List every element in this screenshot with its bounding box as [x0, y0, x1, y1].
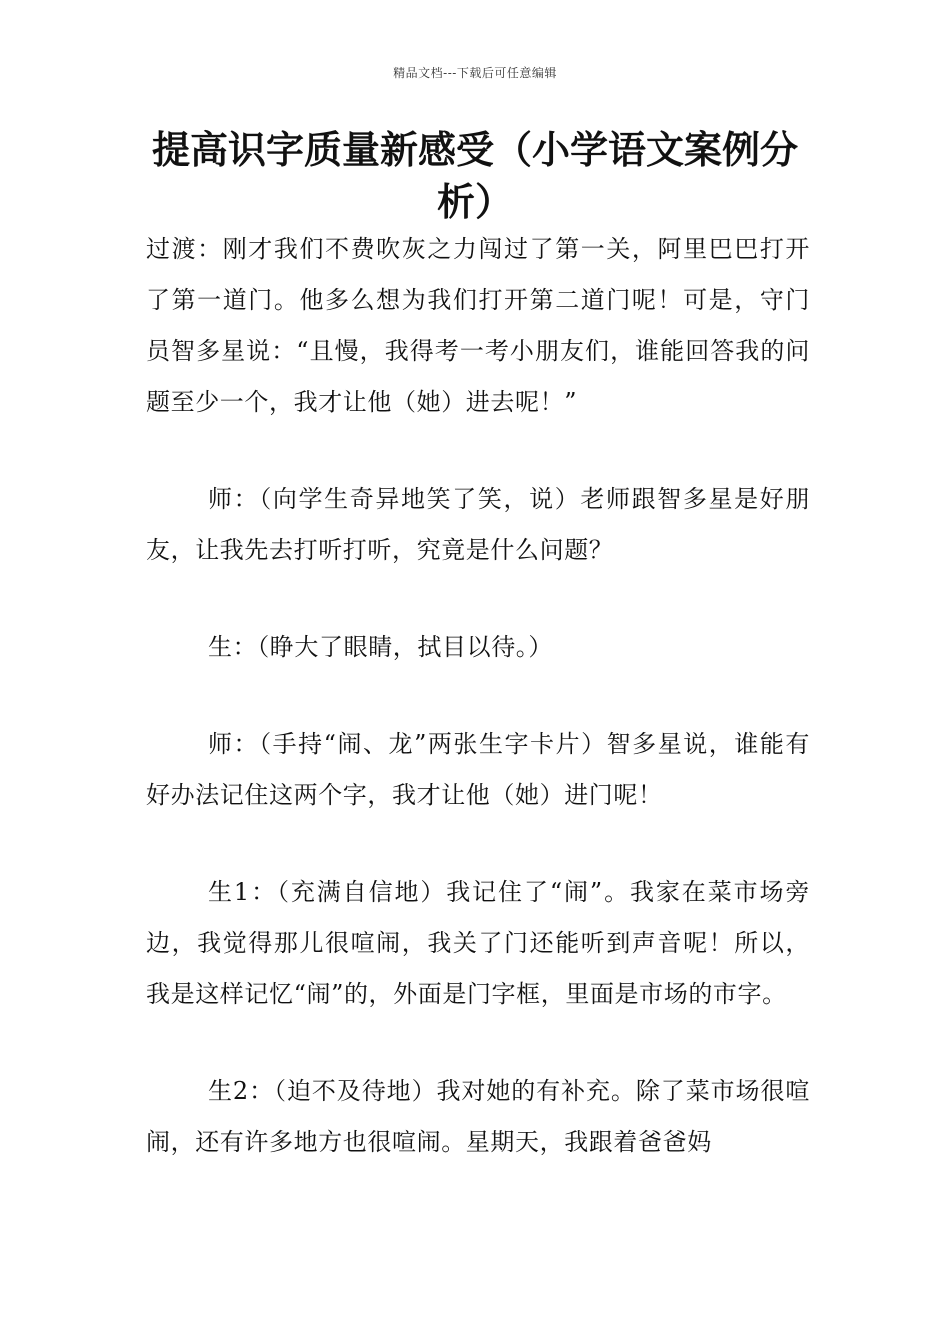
paragraph-teacher-1: 师：（向学生奇异地笑了笑，说）老师跟智多星是好朋友，让我先去打听打听，究竟是什么问题？ [146, 485, 810, 564]
paragraph-spacer [146, 673, 810, 719]
header-note: 精品文档---下载后可任意编辑 [393, 66, 557, 80]
paragraph-spacer [146, 821, 810, 867]
paragraph-spacer [146, 1020, 810, 1066]
document-body [146, 224, 810, 1168]
document-title: 提高识字质量新感受（小学语文案例分析） [151, 128, 798, 224]
paragraph-spacer [146, 428, 810, 474]
paragraph-student-1: 生1：（充满自信地）我记住了“闹”。我家在菜市场旁边，我觉得那儿很喧闹，我关了门还能听到声音呢！所以，我是这样记忆“闹”的，外面是门字框，里面是市场的市字。 [146, 878, 810, 1008]
paragraph-spacer [146, 576, 810, 622]
paragraph-student-2: 生2：（迫不及待地）我对她的有补充。除了菜市场很喧闹，还有许多地方也很喧闹。星期天，我跟着爸爸妈 [146, 1077, 810, 1156]
paragraph-students: 生：（睁大了眼睛，拭目以待。） [208, 633, 553, 661]
paragraph-transition: 过渡：刚才我们不费吹灰之力闯过了第一关，阿里巴巴打开了第一道门。他多么想为我们打开第二道门呢！可是，守门员智多星说：“且慢，我得考一考小朋友们，谁能回答我的问题至少一个，我才让他（她）进去呢！” [146, 235, 810, 416]
paragraph-teacher-2: 师：（手持“闹、龙”两张生字卡片）智多星说，谁能有好办法记住这两个字，我才让他（她）进门呢！ [146, 730, 810, 809]
